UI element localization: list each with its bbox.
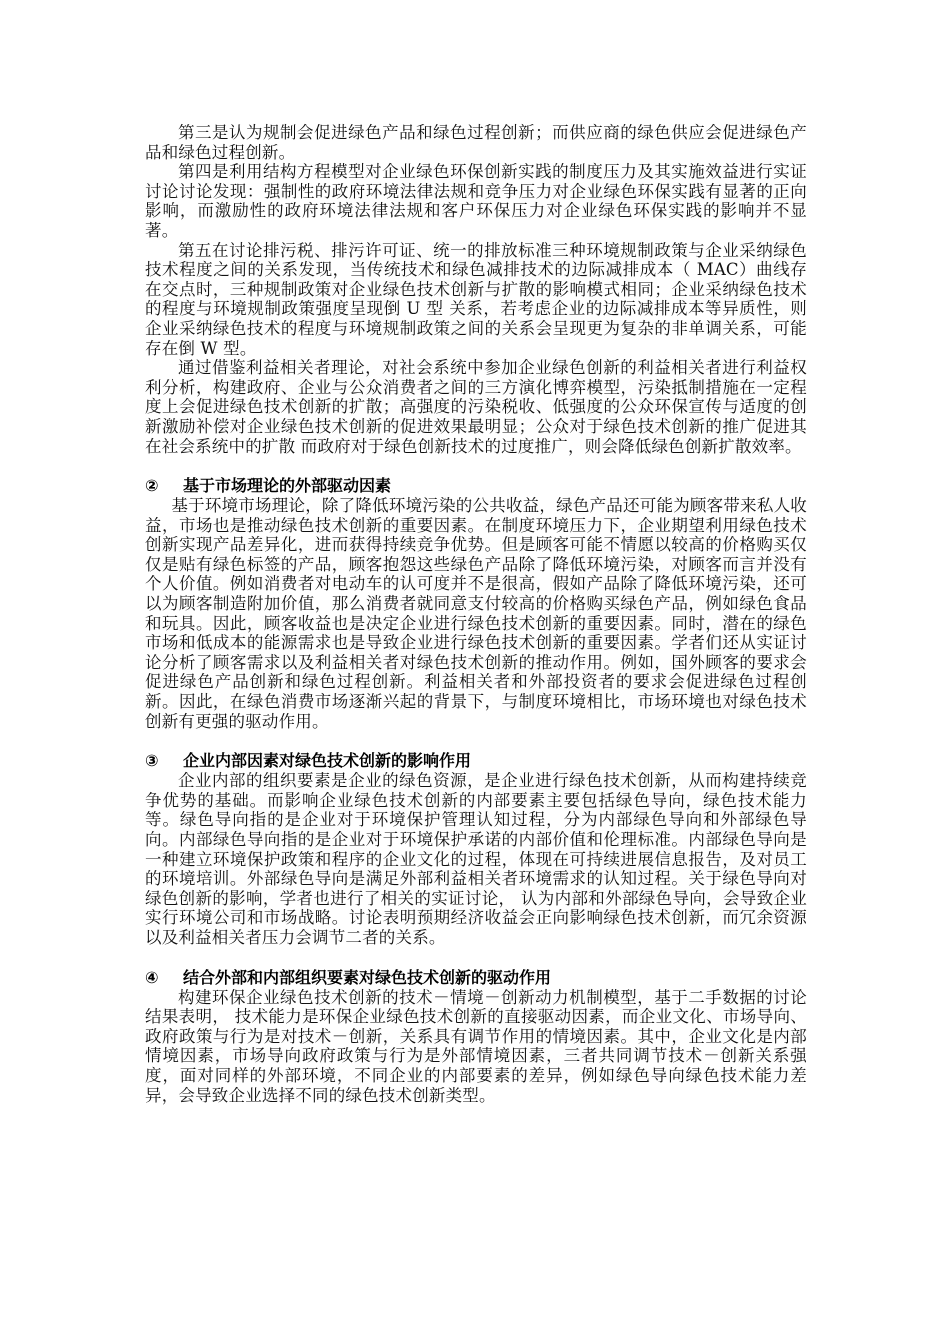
intro-paragraph-2: 第四是利用结构方程模型对企业绿色环保创新实践的制度压力及其实施效益进行实证讨论讨论发现：强制性的政府环境法律法规和竞争压力对企业绿色环保实践有显著的正向影响，而激励性的政府环境法律法规和客户环保压力对企业绿色环保实践的影响并不显著。 [145, 162, 807, 240]
section-paragraph: 基于环境市场理论，除了降低环境污染的公共收益，绿色产品还可能为顾客带来私人收益，市场也是推动绿色技术创新的重要因素。在制度环境压力下，企业期望利用绿色技术创新实现产品差异化，进而获得持续竞争优势。但是顾客可能不情愿以较高的价格购买仅仅是贴有绿色标签的产品，顾客抱怨这些绿色产品除了降低环境污染，对顾客而言并没有个人价值。例如消费者对电动车的认可度并不是很高，假如产品除了降低环境污染，还可以为顾客制造附加价值，那么消费者就同意支付较高的价格购买绿色产品，例如绿色食品和玩具。因此，顾客收益也是决定企业进行绿色技术创新的重要因素。同时，潜在的绿色市场和低成本的能源需求也是导致企业进行绿色技术创新的重要因素。学者们还从实证讨论分析了顾客需求以及利益相关者对绿色技术创新的推动作用。例如，国外顾客的要求会促进绿色产品创新和绿色过程创新。利益相关者和外部投资者的要求会促进绿色过程创新。因此，在绿色消费市场逐渐兴起的背景下，与制度环境相比，市场环境也对绿色技术创新有更强的驱动作用。 [145, 496, 807, 731]
intro-paragraph-4: 通过借鉴利益相关者理论，对社会系统中参加企业绿色创新的利益相关者进行利益权利分析，构建政府、企业与公众消费者之间的三方演化博弈模型，污染抵制措施在一定程度上会促进绿色技术创新的扩散；高强度的污染税收、低强度的公众环保宣传与适度的创新激励补偿对企业绿色技术创新的促进效果最明显；公众对于绿色技术创新的推广促进其在社会系统中的扩散 而政府对于绿色创新技术的过度推广，则会降低绿色创新扩散效率。 [145, 358, 807, 456]
section-number: ② [145, 476, 159, 496]
section-paragraph: 构建环保企业绿色技术创新的技术－情境－创新动力机制模型，基于二手数据的讨论结果表明， 技术能力是环保企业绿色技术创新的直接驱动因素，而企业文化、市场导向、 政府政策与行为是对技术－创新，关系具有调节作用的情境因素。其中，企业文化是内部情境因素，市场导向政府政策与行为是外部情境因素，三者共同调节技术－创新关系强度，面对同样的外部环境，不同企业的内部要素的差异，例如绿色导向绿色技术能力差异，会导致企业选择不同的绿色技术创新类型。 [145, 987, 807, 1105]
section-number: ③ [145, 751, 159, 771]
section-paragraph: 企业内部的组织要素是企业的绿色资源，是企业进行绿色技术创新，从而构建持续竞争优势的基础。而影响企业绿色技术创新的内部要素主要包括绿色导向，绿色技术能力等。绿色导向指的是企业对于环境保护管理认知过程，分为内部绿色导向和外部绿色导向。内部绿色导向指的是企业对于环境保护承诺的内部价值和伦理标准。内部绿色导向是一种建立环境保护政策和程序的企业文化的过程，体现在可持续进展信息报告，及对员工的环境培训。外部绿色导向是满足外部利益相关者环境需求的认知过程。关于绿色导向对绿色创新的影响，学者也进行了相关的实证讨论， 认为内部和外部绿色导向，会导致企业实行环境公司和市场战略。讨论表明预期经济收益会正向影响绿色技术创新，而冗余资源以及利益相关者压力会调节二者的关系。 [145, 771, 807, 947]
section-title: 结合外部和内部组织要素对绿色技术创新的驱动作用 [183, 967, 552, 987]
section-heading [145, 475, 807, 496]
section-internal-factors [145, 750, 807, 947]
section-combined-factors [145, 967, 807, 1106]
intro-paragraph-1: 第三是认为规制会促进绿色产品和绿色过程创新；而供应商的绿色供应会促进绿色产品和绿色过程创新。 [145, 123, 807, 162]
section-title: 企业内部因素对绿色技术创新的影响作用 [183, 751, 472, 771]
document-page [145, 123, 807, 1105]
section-heading [145, 750, 807, 771]
intro-paragraph-3: 第五在讨论排污税、排污许可证、统一的排放标准三种环境规制政策与企业采纳绿色技术程度之间的关系发现，当传统技术和绿色减排技术的边际减排成本（ MAC）曲线存在交点时，三种规制政策对企业绿色技术创新与扩散的影响模式相同；企业采纳绿色技术的程度与环境规制政策强度呈现倒 U 型 关系，若考虑企业的边际减排成本等异质性，则企业采纳绿色技术的程度与环境规制政策之间的关系会呈现更为复杂的非单调关系，可能存在倒 W 型。 [145, 240, 807, 358]
section-heading [145, 967, 807, 988]
section-market-drivers [145, 475, 807, 731]
section-number: ④ [145, 967, 159, 987]
section-title: 基于市场理论的外部驱动因素 [183, 476, 392, 496]
